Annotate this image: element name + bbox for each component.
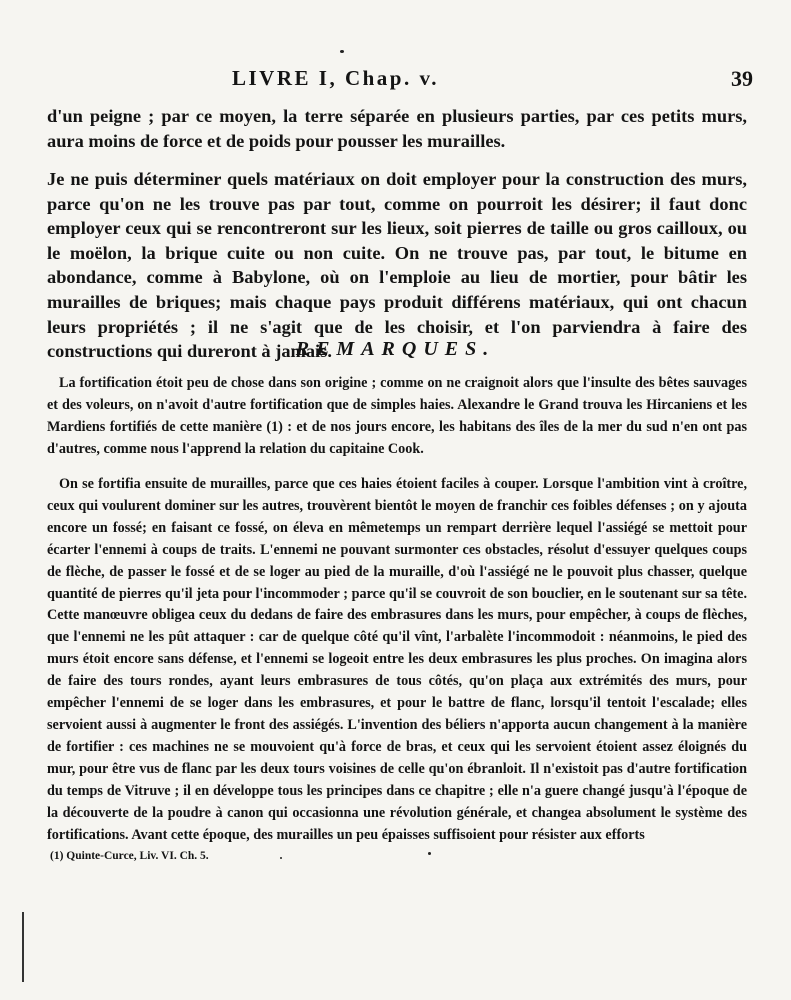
ink-speck	[428, 852, 431, 855]
page-number: 39	[731, 66, 753, 91]
ink-speck	[340, 50, 344, 53]
body-paragraph-1: d'un peigne ; par ce moyen, la terre séparée en plusieurs parties, par ces petits murs, aura moins de force et de poids pour pousser les murailles.	[47, 106, 747, 151]
ink-speck	[280, 857, 282, 859]
remark-paragraph-1: La fortification étoit peu de chose dans son origine ; comme on ne craignoit alors que l'insulte des bêtes sauvages et des voleurs, on n'avoit d'autre fortification que de simples haies. Alexandre le Grand trouva les Hircaniens et les Mardiens fortifiés de cette manière (1) : et de nos jours encore, les habitans des îles de la mer du sud n'en ont pas d'autres, comme nous l'apprend la relation du capitaine Cook.	[47, 375, 747, 457]
footnote: (1) Quinte-Curce, Liv. VI. Ch. 5.	[50, 850, 209, 862]
body-paragraph-2: Je ne puis déterminer quels matériaux on doit employer pour la construction des murs, parce qu'on ne les trouve pas par tout, comme on pourroit les désirer; il faut donc employer ceux qui se rencontreront sur les lieux, soit pierres de taille ou gros cailloux, ou le moëlon, la brique cuite ou non cuite. On ne trouve pas, par tout, le bitume en abondance, comme à Babylone, où on l'emploie au lieu de mortier, pour bâtir les murailles de briques; mais chaque pays produit différens matériaux, qui ont chacun leurs propriétés ; il ne s'agit que de les choisir, et l'on parviendra à faire des constructions qui dureront à jamais.	[47, 169, 747, 362]
page-header	[0, 66, 791, 96]
remarks-heading: REMARQUES.	[295, 338, 496, 360]
remark-paragraph-2: On se fortifia ensuite de murailles, parce que ces haies étoient faciles à couper. Lorsque l'ambition vint à croître, ceux qui voulurent dominer sur les autres, trouvèrent bientôt le moyen de franchir ces foibles défenses ; on y ajouta encore un fossé; en faisant ce fossé, on éleva en mêmetemps un rempart derrière lequel l'assiégé se mettoit pour écarter l'ennemi à coups de traits. L'ennemi ne pouvant surmonter ces obstacles, résolut d'essuyer quelques coups de flèche, de passer le fossé et de se loger au pied de la muraille, d'où l'assiégé ne le pouvoit plus chasser, quelque quantité de pierres qu'il jeta pour l'incommoder ; parce qu'il se couvroit de son bouclier, en le soutenant sur sa tête. Cette manœuvre obligea ceux du dedans de faire des embrasures dans les murs, pour empêcher, à coups de flèches, que l'ennemi ne les pût attaquer : car de quelque côté qu'il vînt, l'arbalète l'incommodoit : néanmoins, le pied des murs étoit encore sans défense, et l'ennemi se logeoit entre les deux embrasures les plus proches. On imagina alors de faire des tours rondes, ayant leurs embrasures de tous côtés, qu'on plaça aux extrémités des murs, pour empêcher l'ennemi de se loger dans les embrasures, et pour le battre de flanc, lorsqu'il tentoit l'escalade; elles servoient aussi à augmenter le front des assiégés. L'invention des béliers n'apporta aucun changement à la manière de fortifier : ces machines ne se mouvoient qu'à force de bras, et ceux qui les servoient étoient assez éloignés du mur, pour être vus de flanc par les deux tours voisines de celle qu'on ébranloit. Il n'existoit pas d'autre fortification du temps de Vitruve ; il en développe tous les principes dans ce chapitre ; elle n'a guere changé jusqu'à l'époque de la découverte de la poudre à canon qui occasionna une révolution générale, et changea absolument le système des fortifications. Avant cette époque, des murailles un peu épaisses suffisoient pour résister aux efforts	[47, 476, 747, 843]
running-head: LIVRE I, Chap. v.	[232, 66, 440, 90]
margin-scan-mark	[22, 912, 24, 982]
